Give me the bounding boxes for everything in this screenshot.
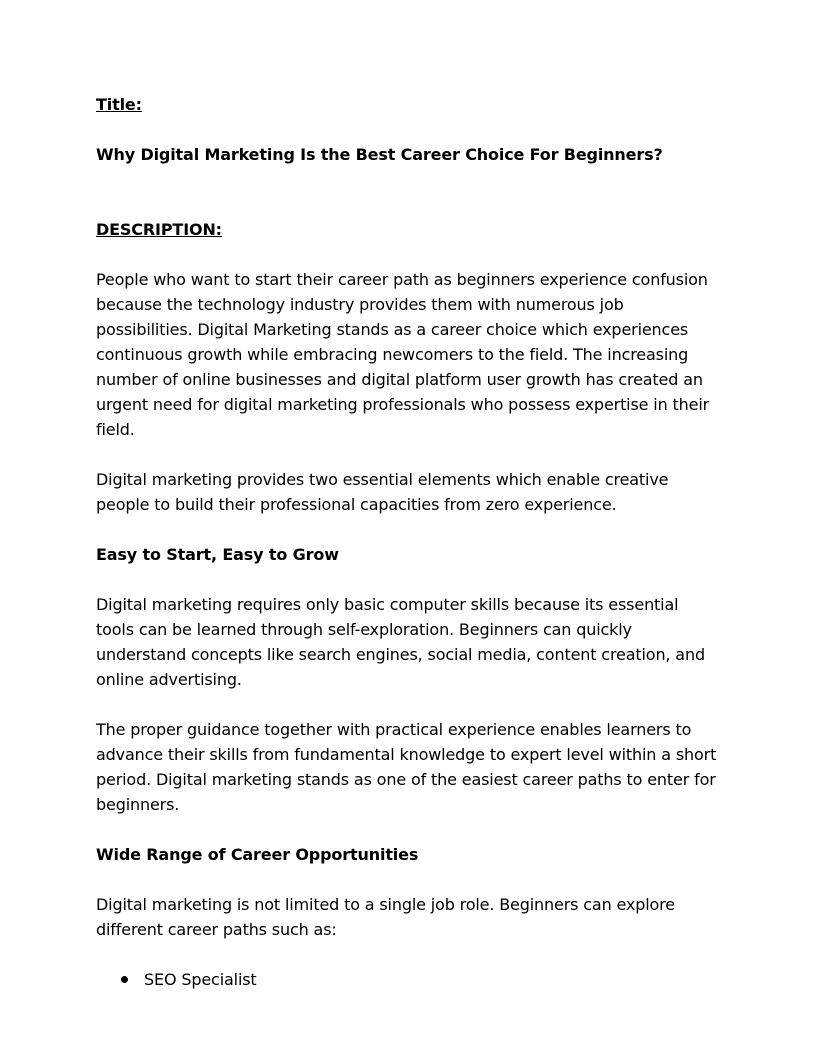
section1-paragraph-1: Digital marketing requires only basic computer skills because its essential tools can be learned through self-exploration. Beginners can quickly understand concepts like search engines, social media, content creation, and online advertising.: [96, 595, 705, 689]
description-label: DESCRIPTION:: [96, 220, 222, 239]
list-item: [96, 967, 720, 992]
title-label: Title:: [96, 95, 142, 114]
intro-paragraph-1: People who want to start their career path as beginners experience confusion because the technology industry provides them with numerous job possibilities. Digital Marketing stands as a career choice which experiences continuous growth while embracing newcomers to the field. The increasing number of online businesses and digital platform user growth has created an urgent need for digital marketing professionals who possess expertise in their field.: [96, 270, 710, 439]
section2-paragraph-1: Digital marketing is not limited to a single job role. Beginners can explore different career paths such as:: [96, 895, 675, 939]
section-heading-career-opportunities: Wide Range of Career Opportunities: [96, 845, 419, 864]
document-page: [96, 92, 720, 992]
list-item-label: SEO Specialist: [144, 970, 257, 989]
section1-paragraph-2: The proper guidance together with practical experience enables learners to advance their skills from fundamental knowledge to expert level within a short period. Digital marketing stands as one of the easiest career paths to enter for beginners.: [96, 720, 717, 814]
section-heading-easy-to-start: Easy to Start, Easy to Grow: [96, 545, 339, 564]
intro-paragraph-2: Digital marketing provides two essential elements which enable creative people to build their professional capacities from zero experience.: [96, 470, 669, 514]
bullet-icon: [121, 976, 128, 983]
career-paths-list: [96, 967, 720, 992]
document-title: Why Digital Marketing Is the Best Career Choice For Beginners?: [96, 145, 663, 164]
